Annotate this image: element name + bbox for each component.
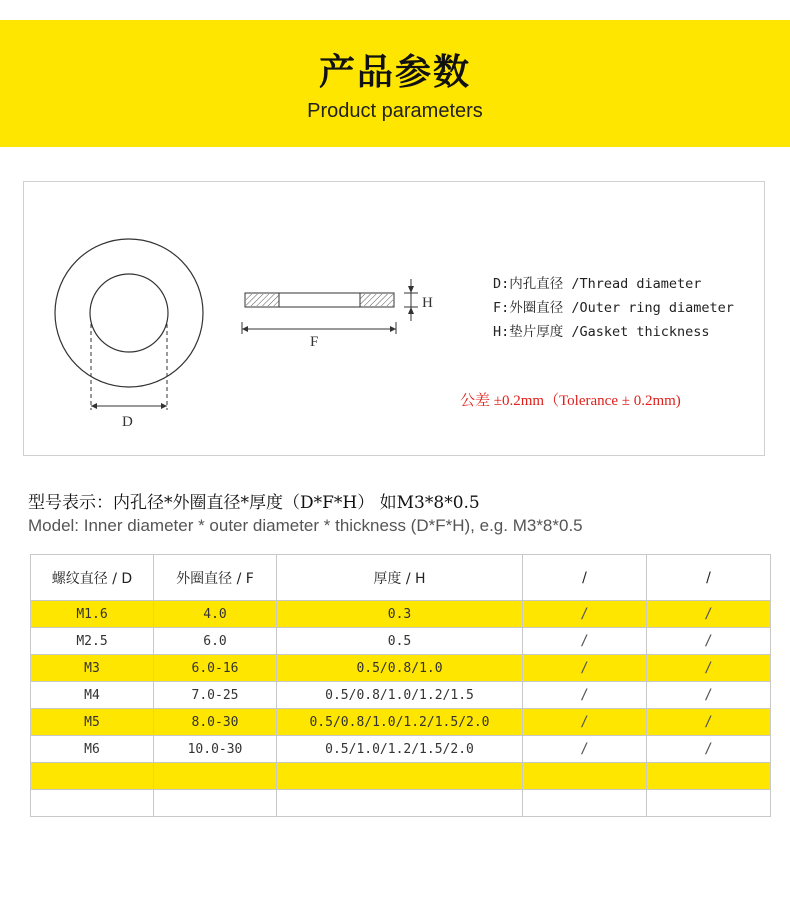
page-title: 产品参数 [318,52,471,93]
dimension-legend [493,272,734,344]
table-row [31,790,771,817]
cell: 0.5/0.8/1.0/1.2/1.5/2.0 [277,709,523,736]
cell: 0.3 [277,601,523,628]
header-thickness: 厚度 / H [277,555,523,601]
cell: / [647,682,771,709]
legend-item-f: F:外圈直径 /Outer ring diameter [493,300,734,316]
cell [31,790,154,817]
model-description-en: Model: Inner diameter * outer diameter * thickness (D*F*H), e.g. M3*8*0.5 [28,516,583,535]
cell: 0.5/1.0/1.2/1.5/2.0 [277,736,523,763]
table-row [31,736,771,763]
header-banner [0,20,790,147]
table-row [31,628,771,655]
cell: M1.6 [31,601,154,628]
table-row [31,709,771,736]
cell: / [647,736,771,763]
cell [523,763,647,790]
cell: / [523,736,647,763]
header-thread-diameter: 螺纹直径 / D [31,555,154,601]
cell: / [647,655,771,682]
cell: / [647,601,771,628]
cell [154,763,277,790]
cell [277,790,523,817]
cell: 0.5/0.8/1.0/1.2/1.5 [277,682,523,709]
cell: M2.5 [31,628,154,655]
cell: M4 [31,682,154,709]
header-blank-2: / [647,555,771,601]
model-description-cn: 型号表示：内孔径*外圈直径*厚度（D*F*H） 如M3*8*0.5 [28,493,480,513]
cell: M5 [31,709,154,736]
cell: M6 [31,736,154,763]
cell: 0.5 [277,628,523,655]
header-blank-1: / [523,555,647,601]
cell: / [647,628,771,655]
table-row [31,601,771,628]
cell: 4.0 [154,601,277,628]
cell: / [647,709,771,736]
cell: M3 [31,655,154,682]
header-outer-diameter: 外圈直径 / F [154,555,277,601]
cell: 6.0-16 [154,655,277,682]
legend-item-d: D:内孔直径 /Thread diameter [493,276,702,292]
outer-ring-circle [55,239,203,387]
cell: 0.5/0.8/1.0 [277,655,523,682]
cell [277,763,523,790]
cell [523,790,647,817]
d-label: D [122,414,133,430]
cell [154,790,277,817]
spec-table [30,554,771,817]
cell [647,790,771,817]
table-header-row [31,555,771,601]
cell: / [523,709,647,736]
inner-hole-circle [90,274,168,352]
table-row [31,682,771,709]
cell: 8.0-30 [154,709,277,736]
cell: / [523,655,647,682]
cell [647,763,771,790]
table-row [31,655,771,682]
legend-item-h: H:垫片厚度 /Gasket thickness [493,324,710,340]
h-label: H [422,295,433,311]
cell: / [523,601,647,628]
washer-diagram-panel [23,181,765,456]
cell [31,763,154,790]
cell: / [523,682,647,709]
page-subtitle: Product parameters [307,100,483,122]
cell: 7.0-25 [154,682,277,709]
table-row [31,763,771,790]
cell: 6.0 [154,628,277,655]
cell: 10.0-30 [154,736,277,763]
cell: / [523,628,647,655]
tolerance-note: 公差 ±0.2mm（Tolerance ± 0.2mm) [460,393,681,409]
f-label: F [310,334,319,350]
